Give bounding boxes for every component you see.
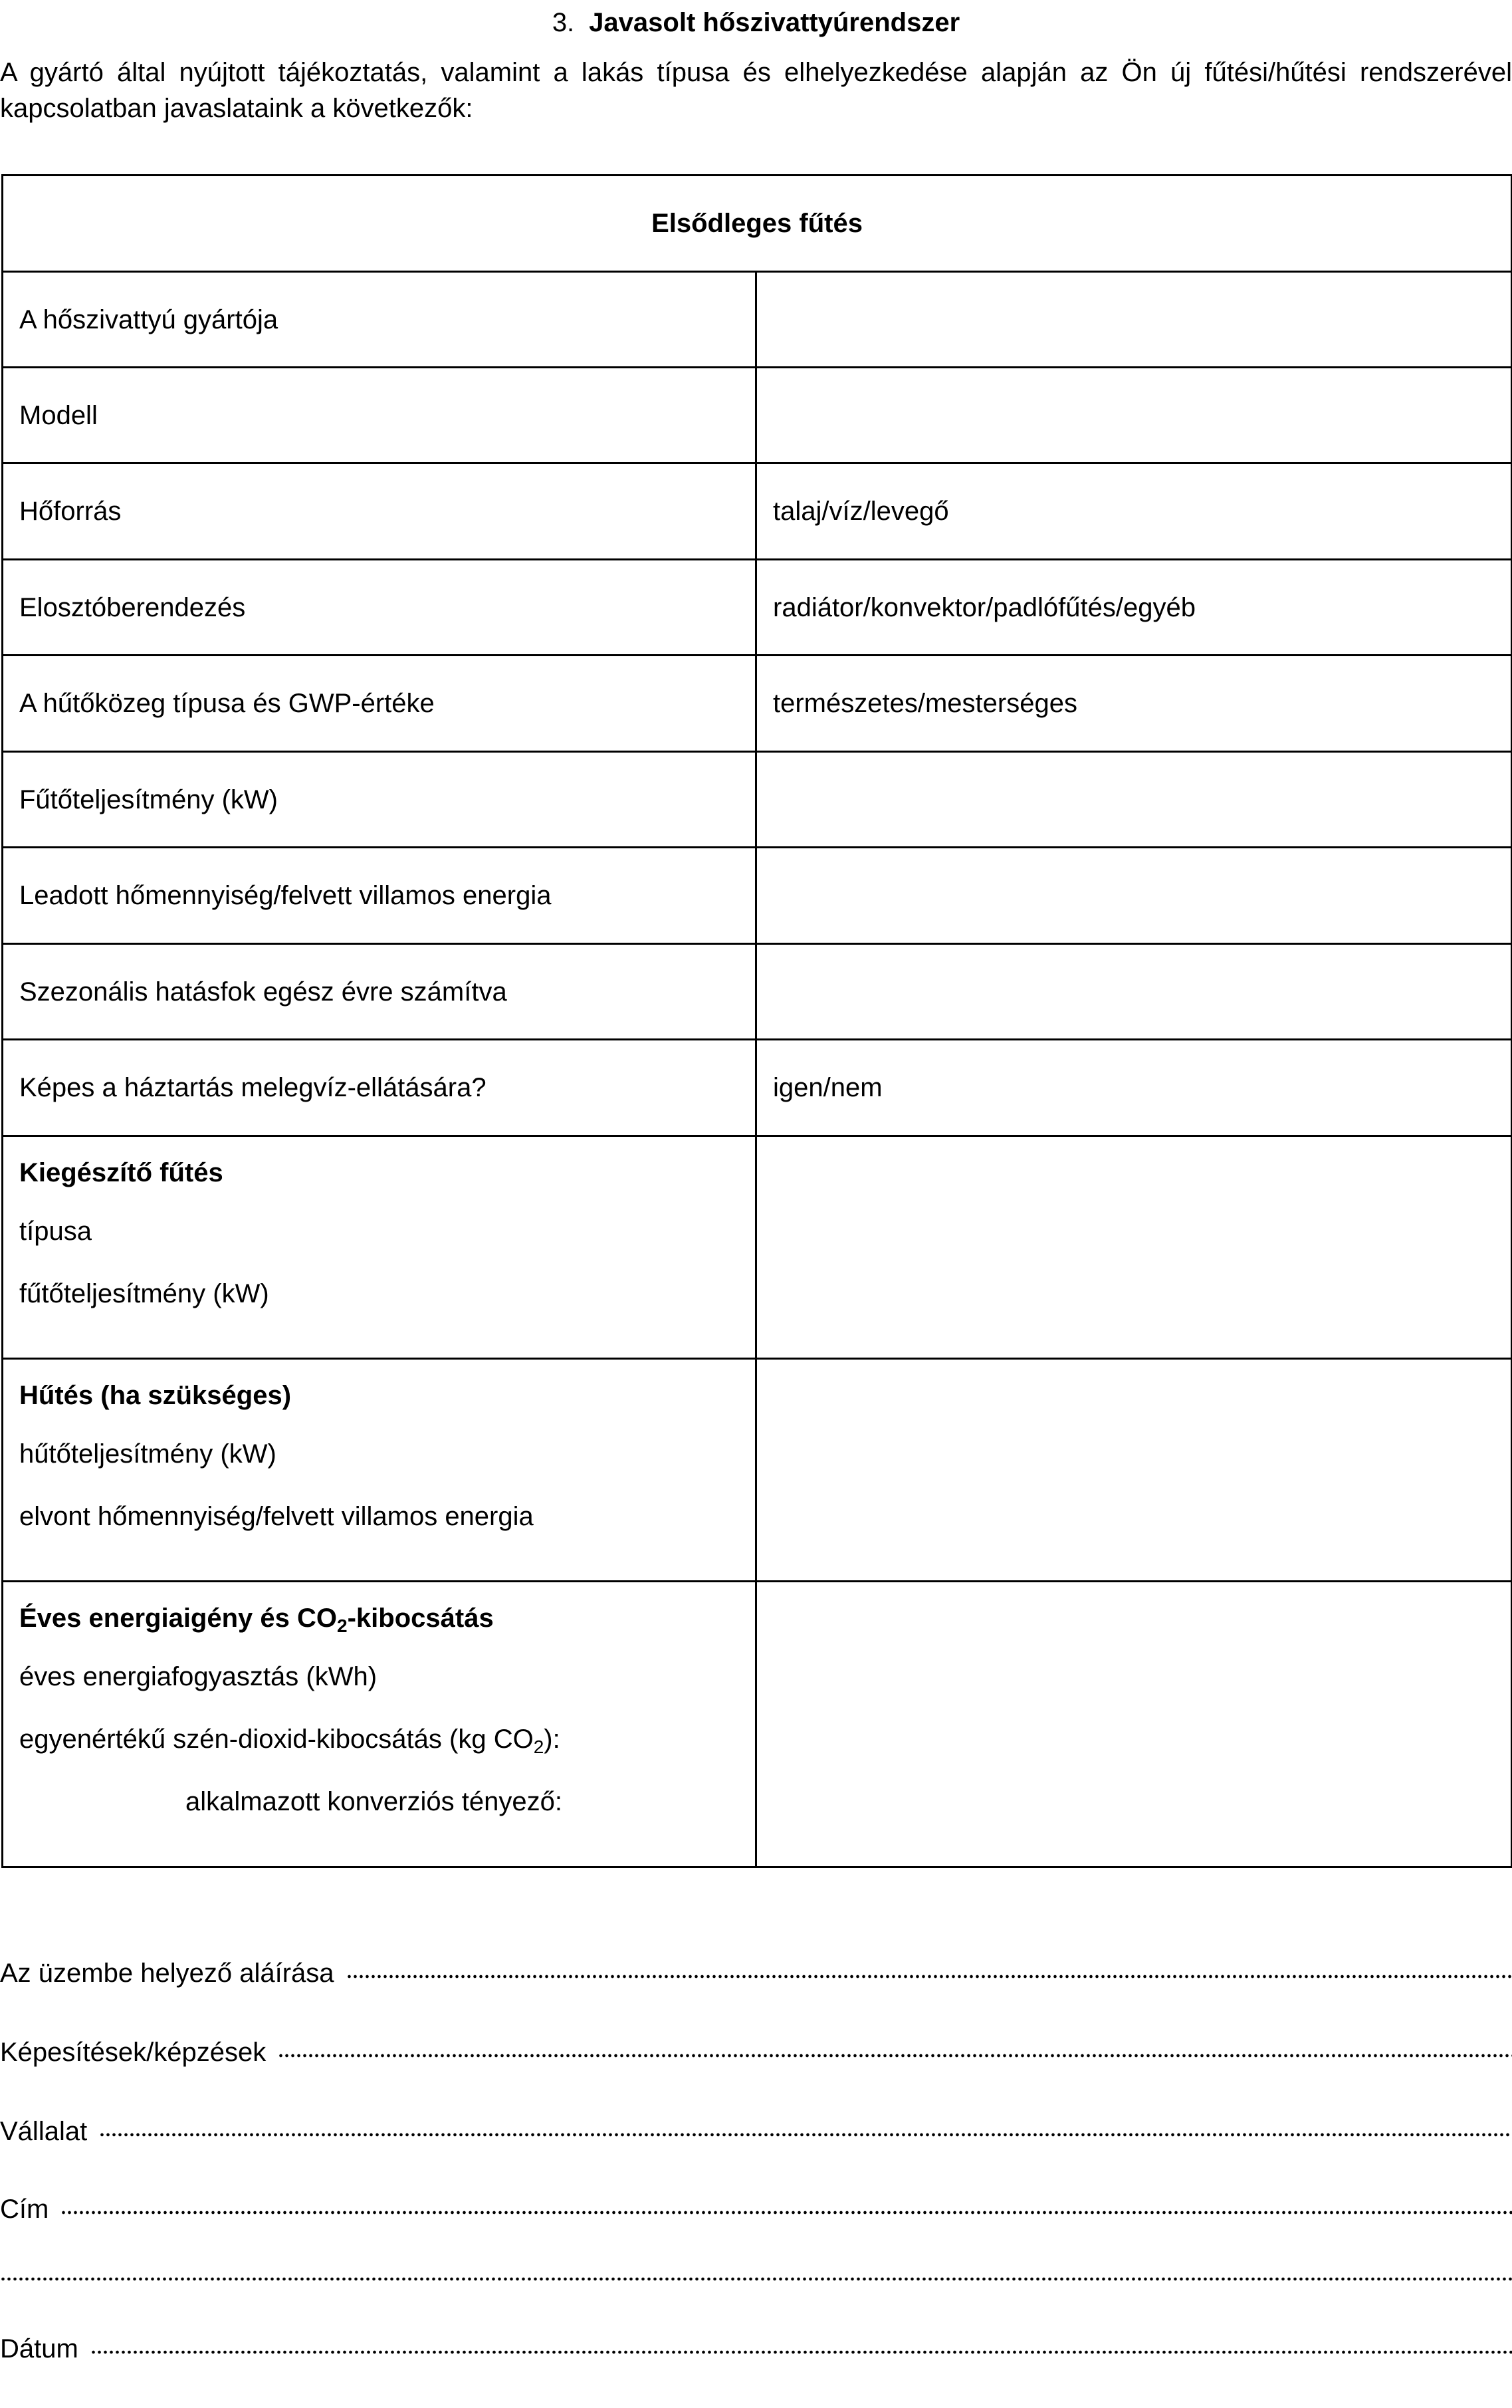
row-value-field[interactable]: radiátor/konvektor/padlófűtés/egyéb: [756, 560, 1512, 656]
intro-paragraph: [0, 55, 1512, 126]
annual-energy-value-field[interactable]: [756, 1582, 1512, 1867]
annual-energy-cell: [3, 1582, 756, 1867]
row-value-field[interactable]: [756, 272, 1512, 368]
supplementary-output-label: fűtőteljesítmény (kW): [19, 1279, 269, 1308]
dotted-line: [278, 2050, 1512, 2061]
dotted-line: [0, 2274, 1512, 2284]
dotted-line: [99, 2129, 1512, 2140]
table-row: [3, 463, 1512, 560]
cooling-cell: [3, 1359, 756, 1582]
primary-heating-header: Elsődleges fűtés: [3, 176, 1512, 272]
row-value-field[interactable]: [756, 368, 1512, 463]
address-continuation-line[interactable]: [0, 2254, 1512, 2291]
cooling-row: [3, 1359, 1512, 1582]
row-value-field[interactable]: [756, 848, 1512, 944]
section-number: 3.: [552, 7, 575, 37]
row-label: Modell: [3, 368, 756, 463]
installer-signature-line[interactable]: [0, 1951, 1512, 1988]
cooling-ratio-label: elvont hőmennyiség/felvett villamos energia: [19, 1502, 534, 1531]
dotted-line: [346, 1971, 1512, 1982]
qualifications-line[interactable]: [0, 2030, 1512, 2068]
row-value-field[interactable]: [756, 944, 1512, 1040]
table-header-row: [3, 176, 1512, 272]
supplementary-heating-title: Kiegészítő fűtés: [19, 1158, 223, 1187]
row-value-field[interactable]: [756, 752, 1512, 848]
dotted-line: [90, 2347, 1512, 2357]
supplementary-type-label: típusa: [19, 1217, 92, 1246]
dotted-line: [60, 2207, 1512, 2218]
qualifications-label: Képesítések/képzések: [0, 2038, 267, 2067]
row-label: Leadott hőmennyiség/felvett villamos energia: [3, 848, 756, 944]
cooling-title: Hűtés (ha szükséges): [19, 1381, 292, 1410]
row-value-field[interactable]: igen/nem: [756, 1040, 1512, 1136]
intro-line-1: A gyártó által nyújtott tájékoztatás, valamint a lakás típusa és elhelyezkedése alapján az Ön új fűtési/hűtési rendszerével: [0, 58, 1512, 87]
row-value-field[interactable]: talaj/víz/levegő: [756, 463, 1512, 560]
table-row: [3, 656, 1512, 752]
cooling-output-label: hűtőteljesítmény (kW): [19, 1439, 276, 1469]
annual-consumption-label: éves energiafogyasztás (kWh): [19, 1662, 378, 1691]
supplementary-heating-value-field[interactable]: [756, 1136, 1512, 1359]
co2-emission-label: egyenértékű szén-dioxid-kibocsátás (kg $CO_2$):: [19, 1725, 560, 1757]
section-title: Javasolt hőszivattyúrendszer: [589, 7, 960, 37]
table-row: [3, 752, 1512, 848]
conversion-factor-label: alkalmazott konverziós tényező:: [185, 1787, 562, 1816]
supplementary-heating-cell: [3, 1136, 756, 1359]
date-line[interactable]: [0, 2327, 1512, 2364]
address-line[interactable]: [0, 2187, 1512, 2225]
address-label: Cím: [0, 2195, 49, 2224]
annual-energy-title: Éves energiaigény és $CO_2$-kibocsátás: [19, 1604, 494, 1636]
row-label: Hőforrás: [3, 463, 756, 560]
table-row: [3, 944, 1512, 1040]
date-label: Dátum: [0, 2334, 78, 2363]
row-label: Szezonális hatásfok egész évre számítva: [3, 944, 756, 1040]
row-label: Képes a háztartás melegvíz-ellátására?: [3, 1040, 756, 1136]
annual-energy-row: [3, 1582, 1512, 1867]
heat-pump-table: [1, 174, 1512, 1868]
table-row: [3, 1040, 1512, 1136]
intro-line-2: kapcsolatban javaslataink a következők:: [0, 94, 473, 123]
row-value-field[interactable]: természetes/mesterséges: [756, 656, 1512, 752]
row-label: Fűtőteljesítmény (kW): [3, 752, 756, 848]
row-label: Elosztóberendezés: [3, 560, 756, 656]
company-line[interactable]: [0, 2109, 1512, 2147]
supplementary-heating-row: [3, 1136, 1512, 1359]
cooling-value-field[interactable]: [756, 1359, 1512, 1582]
installer-signature-label: Az üzembe helyező aláírása: [0, 1959, 334, 1988]
section-heading: [0, 3, 1512, 43]
table-row: [3, 368, 1512, 463]
row-label: A hűtőközeg típusa és GWP-értéke: [3, 656, 756, 752]
table-row: [3, 272, 1512, 368]
table-row: [3, 560, 1512, 656]
company-label: Vállalat: [0, 2117, 88, 2146]
row-label: A hőszivattyú gyártója: [3, 272, 756, 368]
table-row: [3, 848, 1512, 944]
